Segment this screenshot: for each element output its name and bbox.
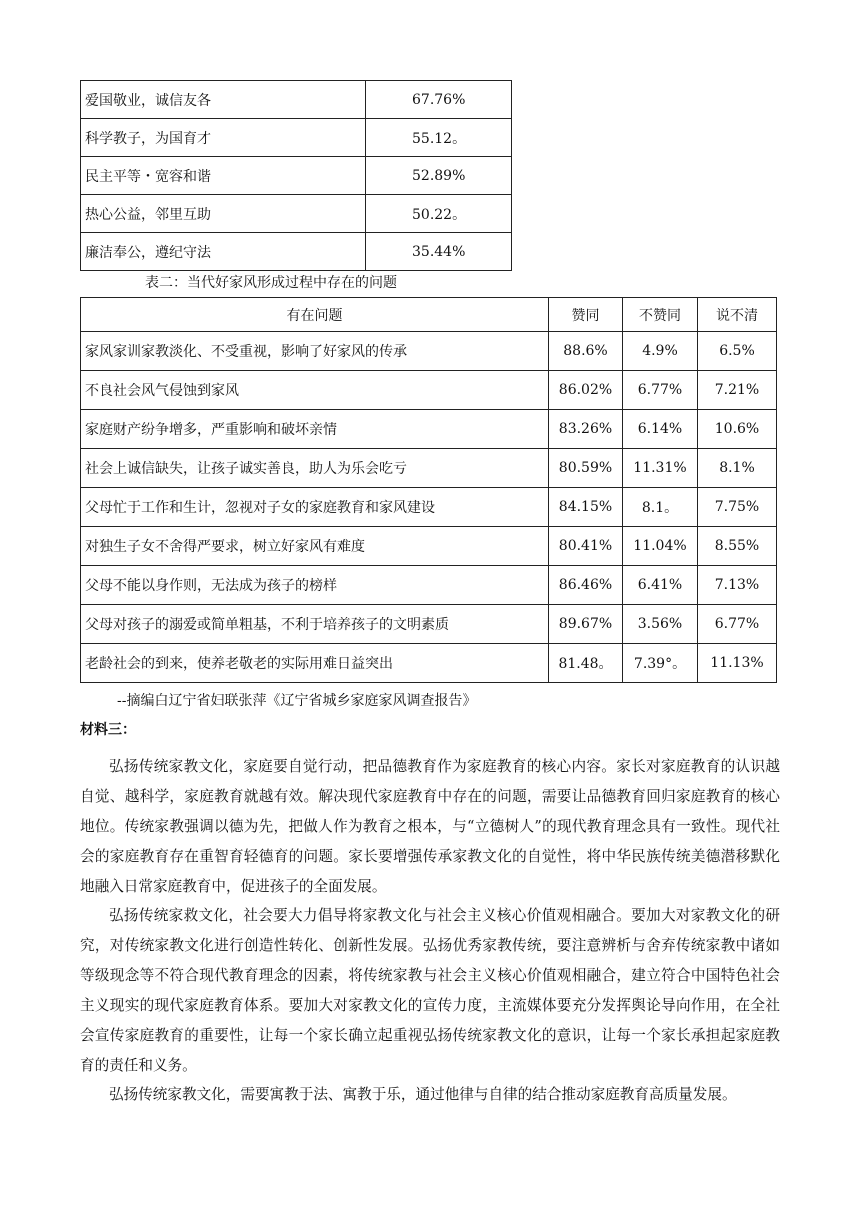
table-cell: 83.26% bbox=[549, 410, 623, 449]
table-row bbox=[81, 410, 777, 449]
table-cell: 4.9% bbox=[623, 332, 698, 371]
table-row bbox=[81, 488, 777, 527]
column-header: 有在问题 bbox=[81, 298, 549, 332]
column-header: 不赞同 bbox=[623, 298, 698, 332]
table-cell: 父母忙于工作和生计，忽视对子女的家庭教育和家风建设 bbox=[81, 488, 549, 527]
table-cell: 11.13% bbox=[698, 644, 777, 683]
source-citation: --摘编白辽宁省妇联张萍《辽宁省城乡家庭家风调查报告》 bbox=[117, 693, 477, 709]
table-row bbox=[81, 644, 777, 683]
column-header: 说不清 bbox=[698, 298, 777, 332]
table-cell: 80.41% bbox=[549, 527, 623, 566]
paragraph: 弘扬传统家救文化，社会要大力倡导将家教文化与社会主义核心价值观相融合。要加大对家教文化的研究，对传统家教文化进行创造性转化、创新性发展。弘扬优秀家教传统，要注意辨析与舍弃传统家教中诸如等级现念等不符合现代教育理念的因素，将传统家教与社会主义核心价值观相融合，建立符合中国特色社会主义现实的现代家庭教育体系。要加大对家教文化的宣传力度，主流媒体要充分发挥舆论导向作用，在全社会宣传家庭教育的重要性，让每一个家长确立起重视弘扬传统家教文化的意识，让每一个家长承担起家庭教育的责任和义务。 bbox=[80, 907, 780, 1074]
table-cell: 67.76% bbox=[366, 81, 512, 119]
table-row bbox=[81, 566, 777, 605]
table-cell: 父母不能以身作则，无法成为孩子的榜样 bbox=[81, 566, 549, 605]
table-cell: 老龄社会的到来，使养老敬老的实际用难日益突出 bbox=[81, 644, 549, 683]
table-cell: 86.02% bbox=[549, 371, 623, 410]
table-row bbox=[81, 332, 777, 371]
table-cell: 父母对孩子的溺爱或简单粗基，不利于培养孩子的文明素质 bbox=[81, 605, 549, 644]
table2-caption: 表二：当代好家风形成过程中存在的问题 bbox=[145, 275, 397, 291]
table-cell: 6.41% bbox=[623, 566, 698, 605]
table-cell: 6.77% bbox=[623, 371, 698, 410]
table-cell: 50.22。 bbox=[366, 195, 512, 233]
table-cell: 81.48。 bbox=[549, 644, 623, 683]
table-cell: 家风家训家教淡化、不受重视，影响了好家风的传承 bbox=[81, 332, 549, 371]
table-cell: 11.31% bbox=[623, 449, 698, 488]
table-row bbox=[81, 81, 512, 119]
table-row bbox=[81, 527, 777, 566]
table-cell: 11.04% bbox=[623, 527, 698, 566]
table-cell: 52.89% bbox=[366, 157, 512, 195]
column-header: 赞同 bbox=[549, 298, 623, 332]
table-cell: 科学教子，为国育才 bbox=[81, 119, 366, 157]
table-cell: 热心公益，邻里互助 bbox=[81, 195, 366, 233]
paragraph: 弘扬传统家教文化，家庭要自觉行动，把品德教育作为家庭教育的核心内容。家长对家庭教育的认识越自觉、越科学，家庭教育就越有效。解决现代家庭教育中存在的问题，需要让品德教育回归家庭教育的核心地位。传统家教强调以德为先，把做人作为教育之根本，与“立德树人”的现代教育理念具有一致性。现代社会的家庭教育存在重智育轻德育的问题。家长要增强传承家教文化的自觉性，将中华民族传统美德潜移默化地融入日常家庭教育中，促进孩子的全面发展。 bbox=[80, 758, 780, 895]
table-cell: 廉洁奉公，遵纪守法 bbox=[81, 233, 366, 271]
table-cell: 10.6% bbox=[698, 410, 777, 449]
table-row bbox=[81, 449, 777, 488]
table-row bbox=[81, 605, 777, 644]
table-cell: 6.77% bbox=[698, 605, 777, 644]
table-row bbox=[81, 233, 512, 271]
table-cell: 民主平等・宽容和谐 bbox=[81, 157, 366, 195]
table-cell: 35.44% bbox=[366, 233, 512, 271]
table-cell: 7.75% bbox=[698, 488, 777, 527]
table-cell: 8.1。 bbox=[623, 488, 698, 527]
table-cell: 7.39°。 bbox=[623, 644, 698, 683]
section-heading: 材料三： bbox=[80, 722, 136, 738]
table-cell: 7.13% bbox=[698, 566, 777, 605]
table-cell: 6.14% bbox=[623, 410, 698, 449]
table-cell: 84.15% bbox=[549, 488, 623, 527]
table-cell: 3.56% bbox=[623, 605, 698, 644]
table-row bbox=[81, 371, 777, 410]
table-cell: 家庭财产纷争增多，严重影响和破坏亲情 bbox=[81, 410, 549, 449]
table1 bbox=[80, 80, 512, 271]
table-row bbox=[81, 119, 512, 157]
table2 bbox=[80, 297, 777, 683]
table-cell: 爱国敬业，诚信友各 bbox=[81, 81, 366, 119]
table-cell: 8.55% bbox=[698, 527, 777, 566]
table-cell: 88.6% bbox=[549, 332, 623, 371]
table-cell: 社会上诚信缺失，让孩子诚实善良，助人为乐会吃亏 bbox=[81, 449, 549, 488]
table-cell: 86.46% bbox=[549, 566, 623, 605]
table-row bbox=[81, 195, 512, 233]
table-cell: 对独生子女不舍得严要求，树立好家风有难度 bbox=[81, 527, 549, 566]
table-row bbox=[81, 157, 512, 195]
table-cell: 80.59% bbox=[549, 449, 623, 488]
paragraph: 弘扬传统家教文化，需要寓教于法、寓教于乐，通过他律与自律的结合推动家庭教育高质量发展。 bbox=[109, 1086, 737, 1103]
table-cell: 55.12。 bbox=[366, 119, 512, 157]
table-cell: 7.21% bbox=[698, 371, 777, 410]
table-header-row bbox=[81, 298, 777, 332]
table-cell: 不良社会风气侵蚀到家风 bbox=[81, 371, 549, 410]
table-cell: 6.5% bbox=[698, 332, 777, 371]
table-cell: 8.1% bbox=[698, 449, 777, 488]
table-cell: 89.67% bbox=[549, 605, 623, 644]
